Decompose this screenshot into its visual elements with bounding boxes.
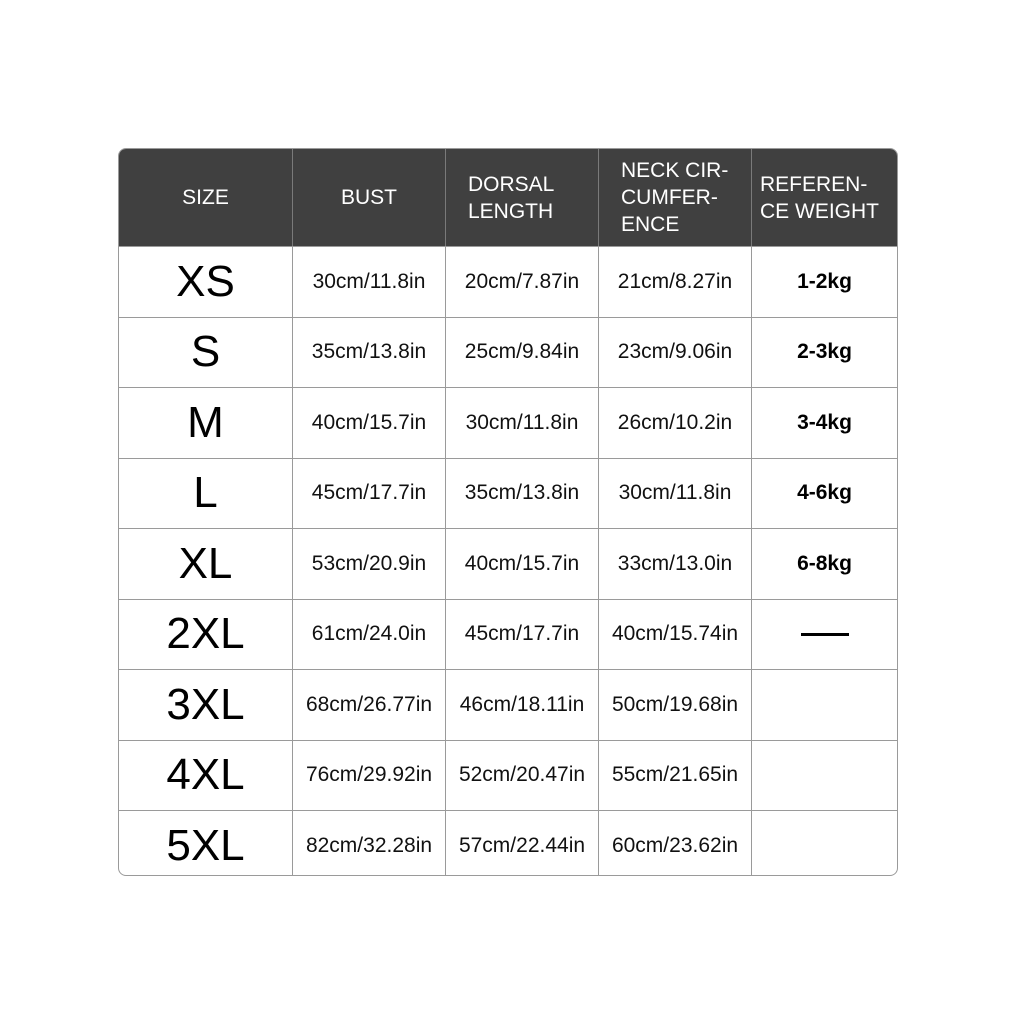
table-row [119, 528, 897, 599]
dash-mark [801, 633, 849, 636]
size-cell: 5XL [166, 820, 245, 870]
size-cell: 2XL [166, 609, 245, 659]
neck-circumference-cell: 26cm/10.2in [598, 388, 751, 458]
size-cell: S [190, 327, 221, 377]
header-neck-circumference: NECK CIR- CUMFER- ENCE [598, 149, 751, 246]
reference-weight-cell: 2-3kg [751, 318, 897, 388]
size-cell: 3XL [166, 679, 245, 729]
table-row [119, 669, 897, 740]
dorsal-length-cell: 20cm/7.87in [445, 247, 598, 317]
neck-circumference-cell: 60cm/23.62in [598, 811, 751, 876]
table-row [119, 599, 897, 670]
size-cell: XL [178, 538, 233, 588]
bust-cell: 45cm/17.7in [292, 459, 445, 529]
table-row [119, 387, 897, 458]
table-row [119, 317, 897, 388]
bust-cell: 76cm/29.92in [292, 741, 445, 811]
bust-cell: 35cm/13.8in [292, 318, 445, 388]
header-dorsal-length: DORSAL LENGTH [445, 149, 598, 246]
table-row [119, 740, 897, 811]
table-row [119, 810, 897, 876]
reference-weight-cell [751, 741, 897, 811]
reference-weight-cell [751, 811, 897, 876]
header-reference-weight: REFEREN- CE WEIGHT [751, 149, 897, 246]
size-chart-table [118, 148, 898, 876]
table-row [119, 246, 897, 317]
neck-circumference-cell: 50cm/19.68in [598, 670, 751, 740]
reference-weight-cell: 4-6kg [751, 459, 897, 529]
bust-cell: 30cm/11.8in [292, 247, 445, 317]
size-cell: L [193, 468, 218, 518]
size-cell: XS [176, 256, 235, 306]
size-cell: 4XL [166, 750, 245, 800]
header-size: SIZE [182, 186, 229, 209]
dorsal-length-cell: 46cm/18.11in [445, 670, 598, 740]
neck-circumference-cell: 55cm/21.65in [598, 741, 751, 811]
reference-weight-cell: 1-2kg [751, 247, 897, 317]
dorsal-length-cell: 52cm/20.47in [445, 741, 598, 811]
reference-weight-cell: 3-4kg [751, 388, 897, 458]
bust-cell: 53cm/20.9in [292, 529, 445, 599]
dorsal-length-cell: 57cm/22.44in [445, 811, 598, 876]
table-header-row [119, 149, 897, 246]
neck-circumference-cell: 21cm/8.27in [598, 247, 751, 317]
neck-circumference-cell: 33cm/13.0in [598, 529, 751, 599]
neck-circumference-cell: 40cm/15.74in [598, 600, 751, 670]
header-bust: BUST [292, 149, 445, 246]
neck-circumference-cell: 30cm/11.8in [598, 459, 751, 529]
table-body [119, 246, 897, 876]
bust-cell: 82cm/32.28in [292, 811, 445, 876]
reference-weight-cell: 6-8kg [751, 529, 897, 599]
dorsal-length-cell: 25cm/9.84in [445, 318, 598, 388]
dorsal-length-cell: 40cm/15.7in [445, 529, 598, 599]
table-row [119, 458, 897, 529]
bust-cell: 61cm/24.0in [292, 600, 445, 670]
dorsal-length-cell: 45cm/17.7in [445, 600, 598, 670]
reference-weight-cell [751, 670, 897, 740]
bust-cell: 40cm/15.7in [292, 388, 445, 458]
size-cell: M [187, 397, 224, 447]
dorsal-length-cell: 30cm/11.8in [445, 388, 598, 458]
reference-weight-cell [751, 600, 897, 670]
bust-cell: 68cm/26.77in [292, 670, 445, 740]
neck-circumference-cell: 23cm/9.06in [598, 318, 751, 388]
dorsal-length-cell: 35cm/13.8in [445, 459, 598, 529]
